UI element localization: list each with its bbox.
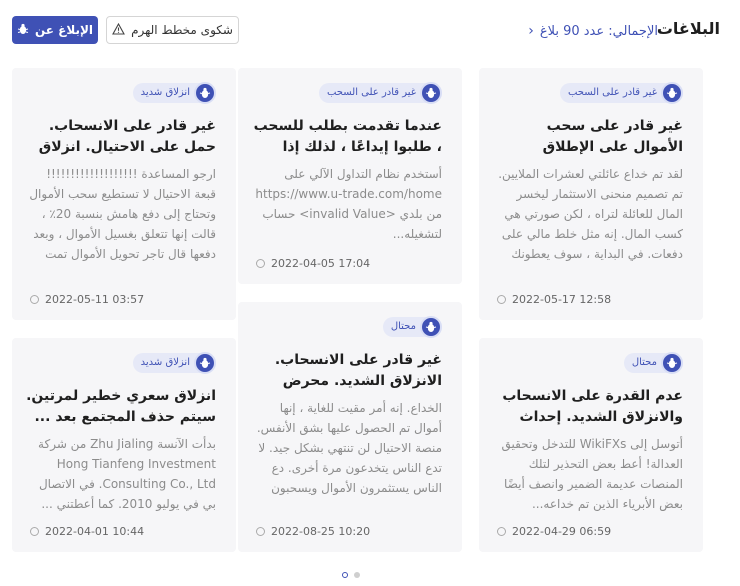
card-body: لقد تم خداع عائلتي لعشرات الملايين. تم تصميم منحنى الاستثمار ليخسر المال للعائلة لتراه ، لكن صورتي هي كسب المال. إنه مثل خلط مالي على دفعات. في البداية ، سوف يعطونك — [498, 167, 683, 261]
report-button-label: الإبلاغ عن — [34, 23, 94, 37]
card-date — [30, 293, 144, 306]
card-title: غير قادر على سحب الأموال على الإطلاق — [542, 118, 683, 155]
tag-label: انزلاق شديد — [133, 353, 216, 373]
report-tag — [383, 316, 442, 338]
report-card[interactable] — [12, 68, 236, 320]
header — [0, 0, 740, 62]
date-text: 2022-04-01 10:44 — [45, 525, 145, 538]
date-text: 2022-04-29 06:59 — [512, 525, 612, 538]
bug-icon — [17, 23, 29, 38]
date-text: 2022-05-17 12:58 — [512, 293, 612, 306]
clock-icon — [256, 527, 265, 536]
total-reports-label: الإجمالي: عدد 90 بلاغ — [539, 23, 658, 39]
card-title: عندما تقدمت بطلب للسحب ، طلبوا إيداعًا ، لذلك إذا — [253, 118, 442, 155]
card-date — [30, 525, 144, 538]
report-card[interactable] — [479, 68, 703, 320]
report-tag — [319, 82, 442, 104]
warning-triangle-icon — [112, 23, 125, 38]
card-body: الخداع. إنه أمر مقيت للغاية ، إنها أموال تم الحصول عليها بشق الأنفس. منصة الاحتيال لن تنتهي بشكل جيد. لا تدع الناس يتخدعون مرة أخرى. دع الناس يستثمرون الأموال ويسحبون — [256, 401, 442, 495]
report-card[interactable] — [238, 68, 462, 284]
pagination-dots — [342, 572, 360, 578]
tag-label: غير قادر على السحب — [560, 83, 683, 103]
bug-icon — [194, 352, 216, 374]
report-tag — [624, 352, 683, 374]
total-reports-link[interactable] — [528, 23, 658, 39]
card-date — [256, 525, 370, 538]
report-tag — [133, 82, 216, 104]
pyramid-complaint-label: شكوى مخطط الهرم — [131, 23, 233, 37]
card-title: عدم القدرة على الانسحاب والانزلاق الشديد. إحداث — [502, 388, 683, 425]
tag-label: محتال — [383, 317, 442, 337]
card-body: ارجو المساعدة !!!!!!!!!!!!!!!!!!! قبعة الاحتيال لا تستطيع سحب الأموال وتحتاج إلى دفع هامش بنسبة 20٪ ، قالت إنها تتعلق بغسيل الأموال ، وبعد دفعها قال تاجر تحويل الأموال تمت — [29, 167, 216, 261]
pyramid-complaint-button[interactable] — [106, 16, 239, 44]
page-title: البلاغات — [656, 19, 720, 38]
bug-icon — [194, 82, 216, 104]
clock-icon — [497, 527, 506, 536]
card-body: أستخدم نظام التداول الآلي على https://www.u-trade.com/home من بلدي <invalid Value> حساب لتشغيله... — [255, 167, 442, 241]
card-title: غير قادر على الانسحاب. حمل على الاحتيال. انزلاق — [38, 118, 216, 155]
date-text: 2022-08-25 10:20 — [271, 525, 371, 538]
report-card[interactable] — [12, 338, 236, 552]
report-card[interactable] — [479, 338, 703, 552]
report-tag — [560, 82, 683, 104]
date-text: 2022-05-11 03:57 — [45, 293, 145, 306]
tag-label: انزلاق شديد — [133, 83, 216, 103]
tag-label: محتال — [624, 353, 683, 373]
bug-icon — [420, 316, 442, 338]
card-date — [497, 525, 611, 538]
card-date — [497, 293, 611, 306]
clock-icon — [256, 259, 265, 268]
bug-icon — [661, 82, 683, 104]
clock-icon — [30, 527, 39, 536]
date-text: 2022-04-05 17:04 — [271, 257, 371, 270]
card-title: انزلاق سعري خطير لمرتين. سيتم حذف المجتمع بعد ... — [26, 388, 216, 425]
pagination-dot[interactable] — [354, 572, 360, 578]
bug-icon — [661, 352, 683, 374]
report-card[interactable] — [238, 302, 462, 552]
card-date — [256, 257, 370, 270]
report-tag — [133, 352, 216, 374]
card-body: أتوسل إلى WikiFXs للتدخل وتحقيق العدالة! أعط بعض التحذير لتلك المنصات عديمة الضمير وانصف أيضًا بعض الأبرياء الذين تم خداعه... — [501, 437, 683, 511]
bug-icon — [420, 82, 442, 104]
card-body: بدأت الآنسة Zhu Jialing من شركة Hong Tianfeng Investment Consulting Co., Ltd. في الاتصال بي في يوليو 2010. كما أعطتني ... — [38, 437, 216, 511]
report-button[interactable] — [12, 16, 98, 44]
tag-label: غير قادر على السحب — [319, 83, 442, 103]
clock-icon — [497, 295, 506, 304]
pagination-dot-active[interactable] — [342, 572, 348, 578]
chevron-left-icon: ‹ — [528, 23, 534, 39]
clock-icon — [30, 295, 39, 304]
card-title: غير قادر على الانسحاب. الانزلاق الشديد. محرض — [274, 352, 442, 389]
